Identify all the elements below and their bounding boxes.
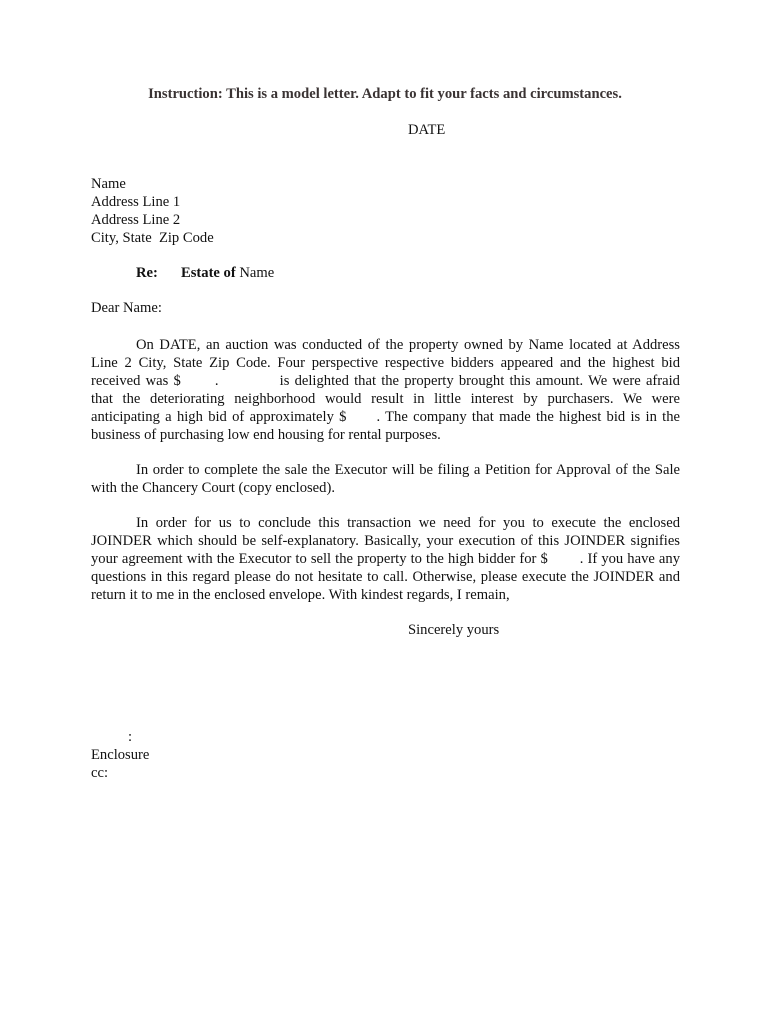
body-paragraph-3 xyxy=(91,514,680,604)
recipient-address xyxy=(91,175,214,247)
paragraph-1-part-d: . The company that made the highest bid is in the business of purchasing low end housing for rental purposes. xyxy=(91,409,680,443)
cc-note: cc: xyxy=(91,765,109,781)
paragraph-3-part-b: . If you have any questions in this regard please do not hesitate to call. Otherwise, please execute the JOINDER and return it to me in the enclosed envelope. With kindest regards, I remain, xyxy=(91,551,680,603)
recipient-name: Name xyxy=(91,176,126,192)
paragraph-3-part-a: In order for us to conclude this transaction we need for you to execute the enclosed JOINDER which should be self-explanatory. Basically, your execution of this JOINDER signifies your agreement with the Executor to sell the property to the high bidder for $ xyxy=(91,515,680,567)
letter-date: DATE xyxy=(408,122,446,138)
re-estate-name: Name xyxy=(239,265,275,281)
recipient-address-line-1: Address Line 1 xyxy=(91,194,181,210)
re-line xyxy=(136,265,274,282)
re-label: Re: xyxy=(136,265,158,281)
recipient-city-state-zip: City, State Zip Code xyxy=(91,230,214,246)
re-estate-of: Estate of xyxy=(181,265,236,281)
paragraph-1-part-a: On DATE, an auction was conducted of the property owned by Name located at Address Line 2 City, State Zip Code. Four perspective respective bidders appeared and the highest bid received was $ xyxy=(91,337,680,389)
paragraph-1-part-b: . xyxy=(214,373,219,389)
enclosure-note: Enclosure xyxy=(91,747,150,763)
body-paragraph-1 xyxy=(91,336,680,444)
salutation: Dear Name: xyxy=(91,300,162,316)
signature-mark: : xyxy=(128,729,133,745)
recipient-address-line-2: Address Line 2 xyxy=(91,212,181,228)
body-paragraph-2: In order to complete the sale the Executor will be filing a Petition for Approval of the Sale with the Chancery Court (copy enclosed). xyxy=(91,462,680,496)
closing: Sincerely yours xyxy=(408,622,500,638)
paragraph-1-part-c: is delighted that the property brought this amount. We were afraid that the deteriorating neighborhood would result in little interest by purchasers. We were anticipating a high bid of approximately $ xyxy=(91,373,680,425)
instruction-heading: Instruction: This is a model letter. Adapt to fit your facts and circumstances. xyxy=(148,86,622,102)
